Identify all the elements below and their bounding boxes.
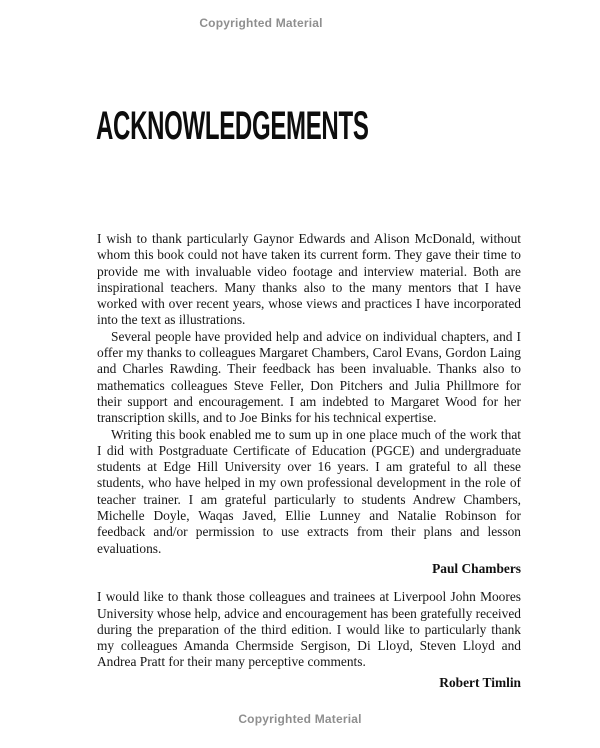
copyright-material-top: Copyrighted Material: [199, 16, 323, 30]
signature-robert-timlin: Robert Timlin: [439, 674, 521, 690]
page-title-text: ACKNOWLEDGEMENTS: [96, 104, 369, 148]
page-title: [96, 106, 550, 146]
copyright-material-bottom: Copyrighted Material: [238, 712, 362, 726]
acknowledgements-body: [97, 231, 521, 691]
paragraph-1: I wish to thank particularly Gaynor Edwards and Alison McDonald, without whom this book could not have taken its current form. They gave their time to provide me with invaluable video footage and interview material. Both are inspirational teachers. Many thanks also to the many mentors that I have worked with over recent years, whose views and practices I have incorporated into the text as illustrations.: [97, 231, 521, 328]
paragraph-2: Several people have provided help and advice on individual chapters, and I offer my thanks to colleagues Margaret Chambers, Carol Evans, Gordon Laing and Charles Rawding. Their feedback has been invaluable. Thanks also to mathematics colleagues Steve Feller, Don Pitchers and Julia Phillmore for their support and encouragement. I am indebted to Margaret Wood for her transcription skills, and to Joe Binks for his technical expertise.: [97, 328, 521, 426]
paragraph-4: I would like to thank those colleagues and trainees at Liverpool John Moores University whose help, advice and encouragement has been gratefully received during the preparation of the third edition. I would like to particularly thank my colleagues Amanda Chermside Sergison, Di Lloyd, Steven Lloyd and Andrea Pratt for their many perceptive comments.: [97, 589, 521, 670]
paragraph-3: Writing this book enabled me to sum up in one place much of the work that I did with Postgraduate Certificate of Education (PGCE) and undergraduate students at Edge Hill University over 16 years. I am grateful to all these students, who have helped in my own professional development in the role of teacher trainer. I am grateful particularly to students Andrew Chambers, Michelle Doyle, Waqas Javed, Ellie Lunney and Natalie Robinson for feedback and/or permission to use extracts from their plans and lesson evaluations.: [97, 426, 521, 556]
signature-paul-chambers: Paul Chambers: [432, 560, 521, 576]
